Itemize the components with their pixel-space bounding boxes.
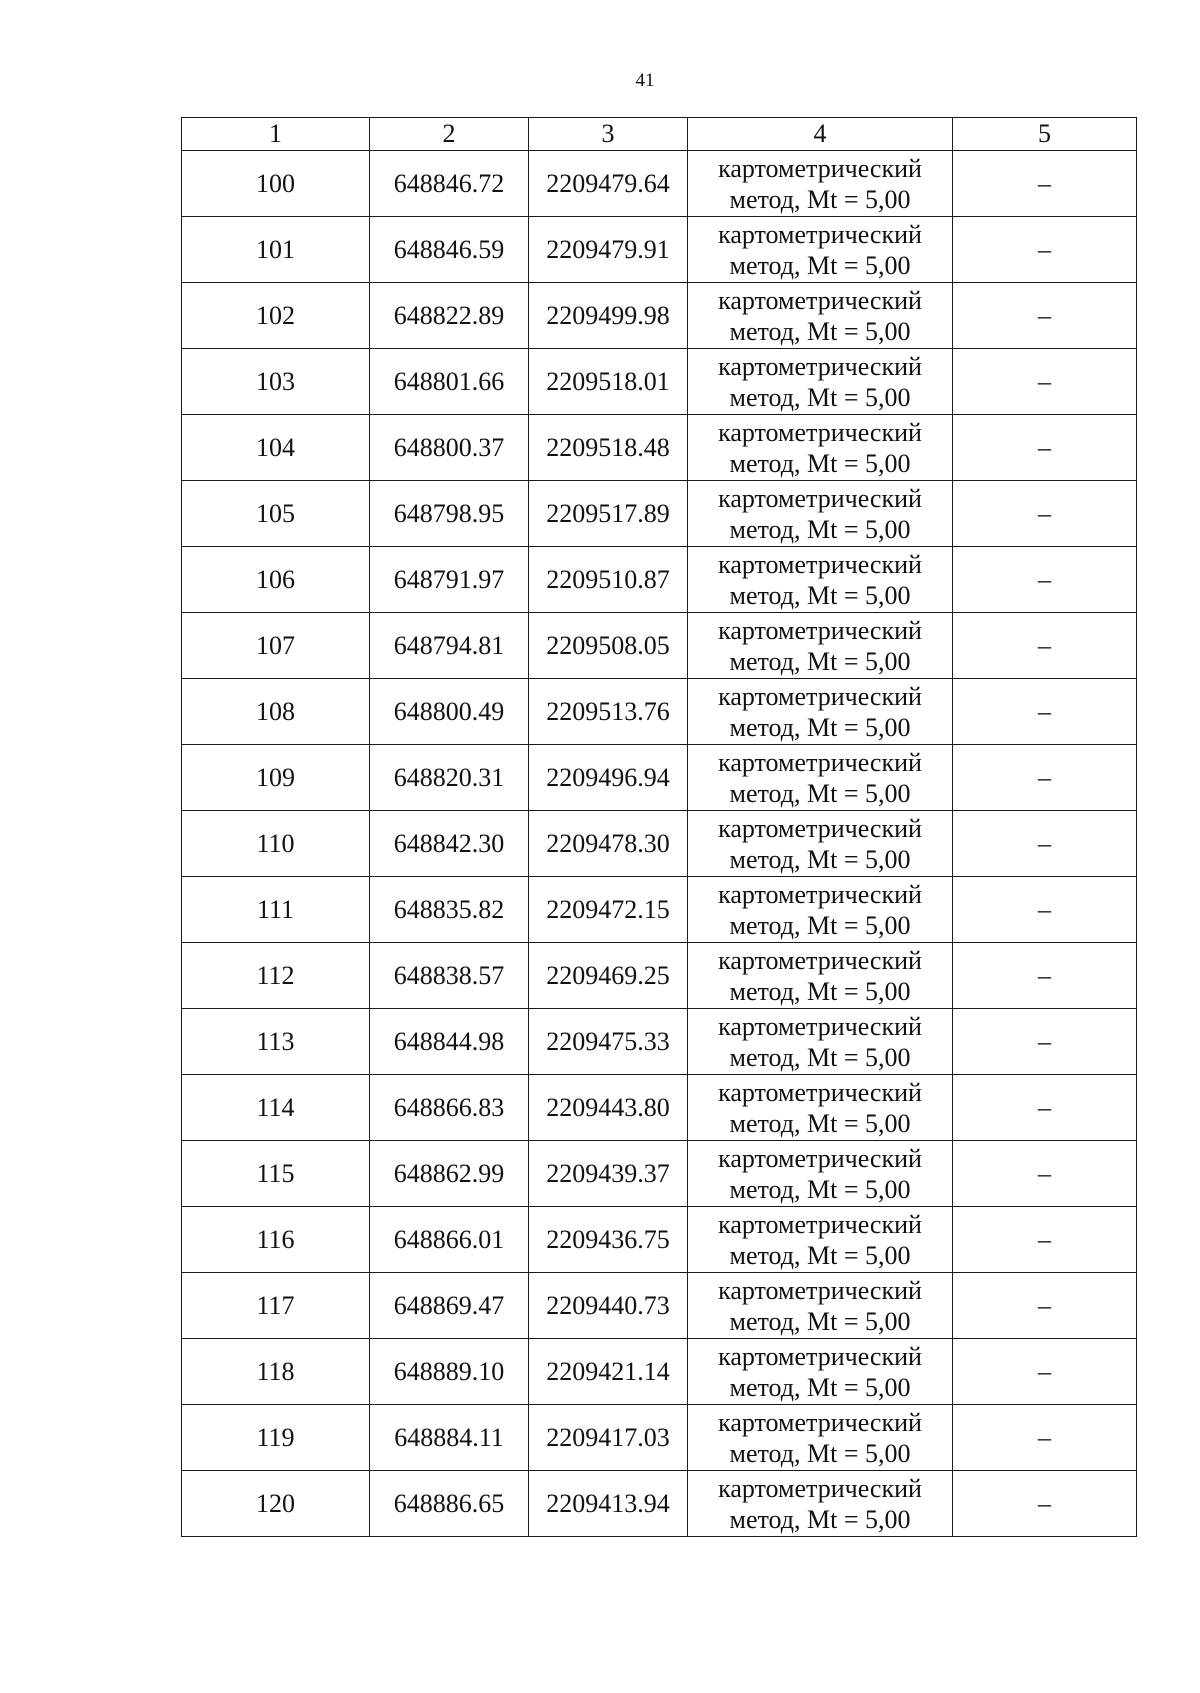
note-cell: – bbox=[953, 943, 1137, 1009]
method-accuracy: метод, Mt = 5,00 bbox=[729, 580, 911, 610]
table-row bbox=[182, 283, 1137, 349]
y-coordinate-cell: 2209510.87 bbox=[529, 547, 688, 613]
method-name: картометрический bbox=[718, 1473, 922, 1503]
y-coordinate-cell: 2209439.37 bbox=[529, 1141, 688, 1207]
table-row bbox=[182, 481, 1137, 547]
method-accuracy: метод, Mt = 5,00 bbox=[729, 778, 911, 808]
point-number-cell: 115 bbox=[182, 1141, 370, 1207]
x-coordinate-cell: 648798.95 bbox=[370, 481, 529, 547]
x-coordinate-cell: 648842.30 bbox=[370, 811, 529, 877]
point-number-cell: 112 bbox=[182, 943, 370, 1009]
x-coordinate-cell: 648884.11 bbox=[370, 1405, 529, 1471]
method-name: картометрический bbox=[718, 1407, 922, 1437]
y-coordinate-cell: 2209518.48 bbox=[529, 415, 688, 481]
method-cell bbox=[688, 1273, 953, 1339]
table-row bbox=[182, 151, 1137, 217]
point-number-cell: 109 bbox=[182, 745, 370, 811]
method-cell bbox=[688, 811, 953, 877]
note-cell: – bbox=[953, 1471, 1137, 1537]
method-accuracy: метод, Mt = 5,00 bbox=[729, 184, 911, 214]
method-accuracy: метод, Mt = 5,00 bbox=[729, 1174, 911, 1204]
note-cell: – bbox=[953, 1009, 1137, 1075]
page-number: 41 bbox=[635, 70, 655, 91]
method-cell bbox=[688, 679, 953, 745]
method-accuracy: метод, Mt = 5,00 bbox=[729, 1504, 911, 1534]
note-cell: – bbox=[953, 283, 1137, 349]
x-coordinate-cell: 648866.83 bbox=[370, 1075, 529, 1141]
point-number-cell: 107 bbox=[182, 613, 370, 679]
table-row bbox=[182, 1009, 1137, 1075]
x-coordinate-cell: 648844.98 bbox=[370, 1009, 529, 1075]
point-number-cell: 106 bbox=[182, 547, 370, 613]
method-accuracy: метод, Mt = 5,00 bbox=[729, 910, 911, 940]
table-row bbox=[182, 1075, 1137, 1141]
x-coordinate-cell: 648838.57 bbox=[370, 943, 529, 1009]
note-cell: – bbox=[953, 811, 1137, 877]
note-cell: – bbox=[953, 877, 1137, 943]
y-coordinate-cell: 2209472.15 bbox=[529, 877, 688, 943]
x-coordinate-cell: 648862.99 bbox=[370, 1141, 529, 1207]
method-name: картометрический bbox=[718, 483, 922, 513]
y-coordinate-cell: 2209478.30 bbox=[529, 811, 688, 877]
header-col-5: 5 bbox=[953, 118, 1137, 151]
note-cell: – bbox=[953, 481, 1137, 547]
point-number-cell: 110 bbox=[182, 811, 370, 877]
y-coordinate-cell: 2209475.33 bbox=[529, 1009, 688, 1075]
method-name: картометрический bbox=[718, 747, 922, 777]
table-row bbox=[182, 415, 1137, 481]
note-cell: – bbox=[953, 547, 1137, 613]
table-row bbox=[182, 811, 1137, 877]
note-cell: – bbox=[953, 1141, 1137, 1207]
method-cell bbox=[688, 415, 953, 481]
method-accuracy: метод, Mt = 5,00 bbox=[729, 448, 911, 478]
method-accuracy: метод, Mt = 5,00 bbox=[729, 1438, 911, 1468]
point-number-cell: 117 bbox=[182, 1273, 370, 1339]
note-cell: – bbox=[953, 415, 1137, 481]
point-number-cell: 114 bbox=[182, 1075, 370, 1141]
table-row bbox=[182, 1339, 1137, 1405]
method-name: картометрический bbox=[718, 153, 922, 183]
method-cell bbox=[688, 1207, 953, 1273]
method-name: картометрический bbox=[718, 681, 922, 711]
method-cell bbox=[688, 1075, 953, 1141]
method-accuracy: метод, Mt = 5,00 bbox=[729, 1306, 911, 1336]
table-row bbox=[182, 217, 1137, 283]
method-accuracy: метод, Mt = 5,00 bbox=[729, 382, 911, 412]
table-row bbox=[182, 349, 1137, 415]
method-name: картометрический bbox=[718, 549, 922, 579]
point-number-cell: 101 bbox=[182, 217, 370, 283]
method-cell bbox=[688, 877, 953, 943]
note-cell: – bbox=[953, 349, 1137, 415]
method-cell bbox=[688, 745, 953, 811]
coordinates-table bbox=[181, 117, 1137, 1537]
method-accuracy: метод, Mt = 5,00 bbox=[729, 1372, 911, 1402]
method-accuracy: метод, Mt = 5,00 bbox=[729, 1042, 911, 1072]
point-number-cell: 100 bbox=[182, 151, 370, 217]
note-cell: – bbox=[953, 1273, 1137, 1339]
method-name: картометрический bbox=[718, 1143, 922, 1173]
x-coordinate-cell: 648869.47 bbox=[370, 1273, 529, 1339]
y-coordinate-cell: 2209417.03 bbox=[529, 1405, 688, 1471]
point-number-cell: 104 bbox=[182, 415, 370, 481]
header-row bbox=[182, 118, 1137, 151]
method-cell bbox=[688, 943, 953, 1009]
point-number-cell: 102 bbox=[182, 283, 370, 349]
table-row bbox=[182, 943, 1137, 1009]
table-row bbox=[182, 1141, 1137, 1207]
note-cell: – bbox=[953, 1405, 1137, 1471]
point-number-cell: 120 bbox=[182, 1471, 370, 1537]
method-name: картометрический bbox=[718, 1209, 922, 1239]
x-coordinate-cell: 648835.82 bbox=[370, 877, 529, 943]
method-cell bbox=[688, 217, 953, 283]
note-cell: – bbox=[953, 217, 1137, 283]
table-row bbox=[182, 1405, 1137, 1471]
note-cell: – bbox=[953, 1075, 1137, 1141]
method-name: картометрический bbox=[718, 219, 922, 249]
x-coordinate-cell: 648820.31 bbox=[370, 745, 529, 811]
method-name: картометрический bbox=[718, 1077, 922, 1107]
note-cell: – bbox=[953, 679, 1137, 745]
point-number-cell: 118 bbox=[182, 1339, 370, 1405]
method-accuracy: метод, Mt = 5,00 bbox=[729, 712, 911, 742]
y-coordinate-cell: 2209469.25 bbox=[529, 943, 688, 1009]
method-cell bbox=[688, 1405, 953, 1471]
method-accuracy: метод, Mt = 5,00 bbox=[729, 844, 911, 874]
y-coordinate-cell: 2209513.76 bbox=[529, 679, 688, 745]
point-number-cell: 119 bbox=[182, 1405, 370, 1471]
y-coordinate-cell: 2209496.94 bbox=[529, 745, 688, 811]
method-cell bbox=[688, 349, 953, 415]
method-cell bbox=[688, 613, 953, 679]
method-cell bbox=[688, 1471, 953, 1537]
point-number-cell: 105 bbox=[182, 481, 370, 547]
method-name: картометрический bbox=[718, 945, 922, 975]
table-body bbox=[182, 151, 1137, 1537]
method-accuracy: метод, Mt = 5,00 bbox=[729, 1108, 911, 1138]
method-cell bbox=[688, 1009, 953, 1075]
y-coordinate-cell: 2209436.75 bbox=[529, 1207, 688, 1273]
method-accuracy: метод, Mt = 5,00 bbox=[729, 1240, 911, 1270]
table-row bbox=[182, 547, 1137, 613]
x-coordinate-cell: 648801.66 bbox=[370, 349, 529, 415]
note-cell: – bbox=[953, 151, 1137, 217]
method-cell bbox=[688, 547, 953, 613]
header-col-4: 4 bbox=[688, 118, 953, 151]
method-cell bbox=[688, 1141, 953, 1207]
method-name: картометрический bbox=[718, 417, 922, 447]
method-accuracy: метод, Mt = 5,00 bbox=[729, 316, 911, 346]
header-col-1: 1 bbox=[182, 118, 370, 151]
y-coordinate-cell: 2209413.94 bbox=[529, 1471, 688, 1537]
method-name: картометрический bbox=[718, 615, 922, 645]
table-row bbox=[182, 1273, 1137, 1339]
point-number-cell: 108 bbox=[182, 679, 370, 745]
method-accuracy: метод, Mt = 5,00 bbox=[729, 976, 911, 1006]
note-cell: – bbox=[953, 613, 1137, 679]
x-coordinate-cell: 648822.89 bbox=[370, 283, 529, 349]
y-coordinate-cell: 2209499.98 bbox=[529, 283, 688, 349]
method-name: картометрический bbox=[718, 813, 922, 843]
table-row bbox=[182, 745, 1137, 811]
y-coordinate-cell: 2209443.80 bbox=[529, 1075, 688, 1141]
method-accuracy: метод, Mt = 5,00 bbox=[729, 646, 911, 676]
y-coordinate-cell: 2209479.91 bbox=[529, 217, 688, 283]
table-header bbox=[182, 118, 1137, 151]
point-number-cell: 113 bbox=[182, 1009, 370, 1075]
x-coordinate-cell: 648800.37 bbox=[370, 415, 529, 481]
x-coordinate-cell: 648889.10 bbox=[370, 1339, 529, 1405]
y-coordinate-cell: 2209518.01 bbox=[529, 349, 688, 415]
table-row bbox=[182, 1207, 1137, 1273]
x-coordinate-cell: 648791.97 bbox=[370, 547, 529, 613]
method-accuracy: метод, Mt = 5,00 bbox=[729, 250, 911, 280]
method-name: картометрический bbox=[718, 1275, 922, 1305]
note-cell: – bbox=[953, 1207, 1137, 1273]
method-cell bbox=[688, 151, 953, 217]
method-cell bbox=[688, 1339, 953, 1405]
method-name: картометрический bbox=[718, 879, 922, 909]
method-name: картометрический bbox=[718, 285, 922, 315]
point-number-cell: 116 bbox=[182, 1207, 370, 1273]
table-row bbox=[182, 877, 1137, 943]
method-name: картометрический bbox=[718, 1011, 922, 1041]
point-number-cell: 103 bbox=[182, 349, 370, 415]
y-coordinate-cell: 2209479.64 bbox=[529, 151, 688, 217]
method-name: картометрический bbox=[718, 351, 922, 381]
y-coordinate-cell: 2209517.89 bbox=[529, 481, 688, 547]
table-row bbox=[182, 679, 1137, 745]
method-cell bbox=[688, 283, 953, 349]
x-coordinate-cell: 648886.65 bbox=[370, 1471, 529, 1537]
x-coordinate-cell: 648794.81 bbox=[370, 613, 529, 679]
x-coordinate-cell: 648846.72 bbox=[370, 151, 529, 217]
method-accuracy: метод, Mt = 5,00 bbox=[729, 514, 911, 544]
y-coordinate-cell: 2209421.14 bbox=[529, 1339, 688, 1405]
note-cell: – bbox=[953, 1339, 1137, 1405]
header-col-3: 3 bbox=[529, 118, 688, 151]
method-cell bbox=[688, 481, 953, 547]
y-coordinate-cell: 2209440.73 bbox=[529, 1273, 688, 1339]
x-coordinate-cell: 648800.49 bbox=[370, 679, 529, 745]
header-col-2: 2 bbox=[370, 118, 529, 151]
x-coordinate-cell: 648866.01 bbox=[370, 1207, 529, 1273]
table-row bbox=[182, 1471, 1137, 1537]
table-row bbox=[182, 613, 1137, 679]
note-cell: – bbox=[953, 745, 1137, 811]
x-coordinate-cell: 648846.59 bbox=[370, 217, 529, 283]
point-number-cell: 111 bbox=[182, 877, 370, 943]
y-coordinate-cell: 2209508.05 bbox=[529, 613, 688, 679]
method-name: картометрический bbox=[718, 1341, 922, 1371]
